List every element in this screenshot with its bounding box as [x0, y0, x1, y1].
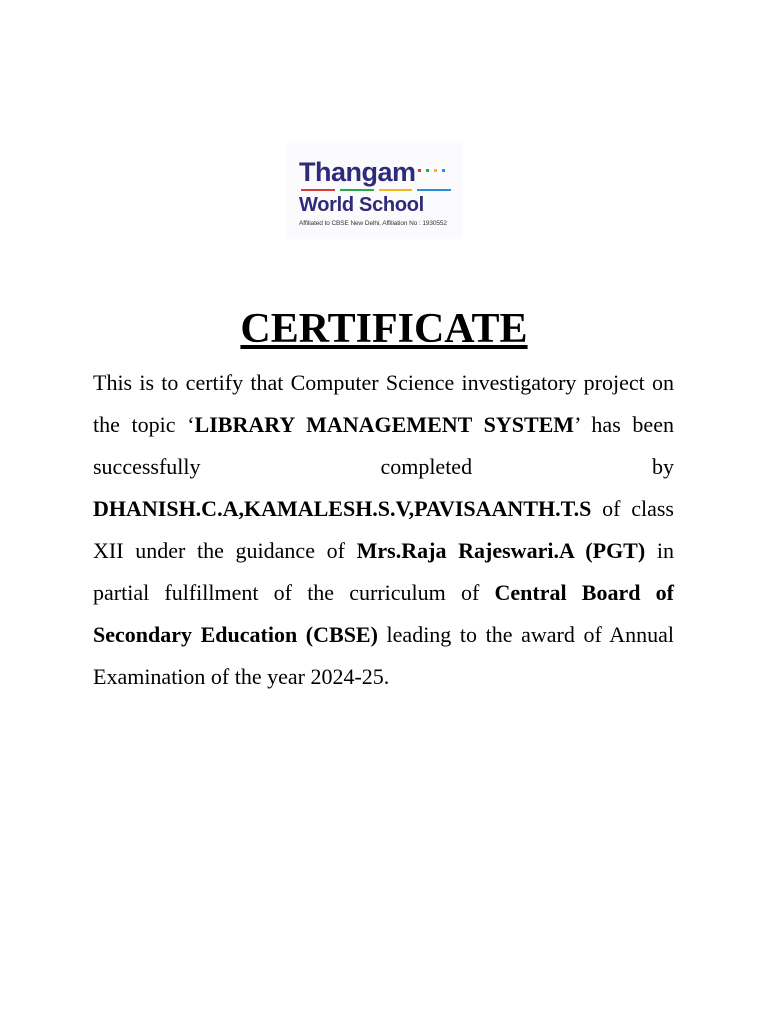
guide-name: Mrs.Raja Rajeswari.A (PGT)	[356, 538, 646, 563]
body-text-5: leading to the award of Annual Examination of the year 2024-25.	[93, 622, 674, 689]
body-text-4: in partial fulfillment of the curriculum of	[93, 538, 674, 605]
board-name: Central Board of Secondary Education (CBSE)	[93, 580, 674, 647]
body-text-3: of class XII under the guidance of	[93, 496, 674, 563]
certificate-heading: CERTIFICATE	[240, 306, 528, 352]
school-logo	[287, 143, 463, 239]
logo-school-name: Thangam	[299, 157, 416, 187]
student-names: DHANISH.C.A,KAMALESH.S.V,PAVISAANTH.T.S	[93, 496, 592, 521]
body-text-2: ’ has been successfully completed by	[93, 412, 674, 479]
logo-dots	[418, 159, 450, 177]
logo-color-bars	[301, 189, 451, 191]
logo-affiliation: Affiliated to CBSE New Delhi. Affiliation No : 1930552	[299, 220, 447, 227]
logo-school-subname: World School	[299, 194, 424, 216]
body-text-1: This is to certify that Computer Science investigatory project on the topic ‘	[93, 370, 674, 437]
certificate-body	[93, 362, 674, 698]
project-title: LIBRARY MANAGEMENT SYSTEM	[194, 412, 575, 437]
